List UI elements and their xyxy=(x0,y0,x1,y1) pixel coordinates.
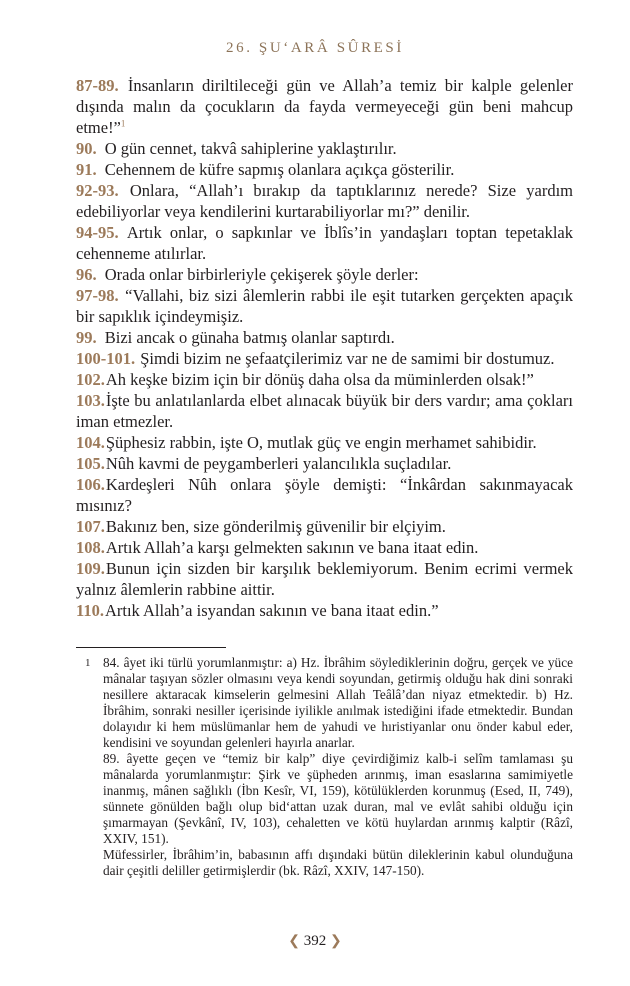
verse-96 xyxy=(76,264,573,285)
verse-number: 92-93. xyxy=(76,181,119,200)
footnote-divider xyxy=(76,647,226,648)
verse-text: Nûh kavmi de peygamberleri yalancılıkla suçladılar. xyxy=(105,454,452,473)
verse-number: 105. xyxy=(76,454,105,473)
verse-text: Artık Allah’a isyandan sakının ve bana itaat edin.” xyxy=(104,601,439,620)
left-ornament-icon: ❮ xyxy=(288,934,300,949)
verse-number: 107. xyxy=(76,517,105,536)
verse-103 xyxy=(76,390,573,432)
verse-99 xyxy=(76,327,573,348)
verse-text: İnsanların diriltileceği gün ve Allah’a temiz bir kalple gelenler dışında malın da çocukların da fayda vermeyeceği gün beni mahcup etme!” xyxy=(76,76,573,137)
verse-97-98 xyxy=(76,285,573,327)
footnote-reference[interactable]: 1 xyxy=(120,118,126,129)
verse-text: Ah keşke bizim için bir dönüş daha olsa da müminlerden olsak!” xyxy=(105,370,534,389)
verse-number: 94-95. xyxy=(76,223,119,242)
verse-number: 97-98. xyxy=(76,286,119,305)
verse-text: Kardeşleri Nûh onlara şöyle demişti: “İnkârdan sakınmayacak mısınız? xyxy=(76,475,573,515)
page-number: 392 xyxy=(303,933,327,949)
verse-number: 102. xyxy=(76,370,105,389)
footnote-paragraph: 89. âyette geçen ve “temiz bir kalp” diye çevirdiğimiz kalb-i selîm tamlaması şu mânalarda yorumlanmıştır: Şirk ve şüpheden arınmış, iman esaslarına samimiyetle inanmış, mânen sağlıklı (İbn Kesîr, VI, 159), kötülüklerden korunmuş (Esed, II, 749), sünnete gönülden bağlı olup bid‘attan uzak duran, mal ve evlât sahibi olduğu için şımarmayan (Şevkânî, IV, 103), cehaletten ve kötü huylardan arınmış kalptir (Râzî, XXIV, 151). xyxy=(103,751,573,846)
verse-number: 100-101. xyxy=(76,349,136,368)
verse-number: 87-89. xyxy=(76,76,119,95)
verse-text: Bizi ancak o günaha batmış olanlar saptırdı. xyxy=(104,328,395,347)
verse-text: Şimdi bizim ne şefaatçilerimiz var ne de samimi bir dostumuz. xyxy=(140,349,555,368)
footnote-paragraph: Müfessirler, İbrâhim’in, babasının affı dışındaki bütün dileklerinin kabul olunduğuna dair çeşitli deliller getirmişlerdir (bk. Râzî, XXIV, 147-150). xyxy=(103,847,573,878)
running-header: 26. ŞU‘ARÂ SÛRESİ xyxy=(226,40,404,56)
footnote-paragraph: 84. âyet iki türlü yorumlanmıştır: a) Hz. İbrâhim söylediklerinin doğru, gerçek ve yüce mânalar taşıyan sözler olmasını veya kendi soyundan, getirmiş olduğu hak dini sonraki nesillere aktaracak kimselerin gelmesini Allah Teâlâ’dan niyaz etmektedir. b) Hz. İbrâhim, sonraki nesiller içerisinde iyilikle anılmak istediğini ifade etmektedir. Bundan dolayıdır ki hem müslümanlar hem de yahudi ve hıristiyanlar onu önder kabul eder, kendisini ve soyundan gelenleri hayırla anarlar. xyxy=(103,655,573,750)
verse-text: Bakınız ben, size gönderilmiş güvenilir bir elçiyim. xyxy=(105,517,446,536)
verse-list xyxy=(76,75,573,621)
verse-number: 109. xyxy=(76,559,105,578)
verse-number: 90. xyxy=(76,139,97,158)
verse-106 xyxy=(76,474,573,516)
verse-104 xyxy=(76,432,573,453)
verse-text: Artık Allah’a karşı gelmekten sakının ve bana itaat edin. xyxy=(105,538,479,557)
verse-number: 106. xyxy=(76,475,105,494)
verse-109 xyxy=(76,558,573,600)
verse-text: O gün cennet, takvâ sahiplerine yaklaştırılır. xyxy=(104,139,397,158)
footnote-mark: 1 xyxy=(85,657,91,669)
footnote-body xyxy=(103,655,573,879)
verse-text: İşte bu anlatılanlarda elbet alınacak büyük bir ders vardır; ama çokları iman etmezler. xyxy=(76,391,573,431)
verse-110 xyxy=(76,600,573,621)
verse-87-89 xyxy=(76,75,573,138)
verse-text: Şüphesiz rabbin, işte O, mutlak güç ve engin merhamet sahibidir. xyxy=(105,433,537,452)
verse-number: 103. xyxy=(76,391,105,410)
footnote-section xyxy=(76,655,573,879)
verse-91 xyxy=(76,159,573,180)
verse-90 xyxy=(76,138,573,159)
verse-94-95 xyxy=(76,222,573,264)
verse-number: 108. xyxy=(76,538,105,557)
verse-text: Orada onlar birbirleriyle çekişerek şöyle derler: xyxy=(104,265,419,284)
verse-92-93 xyxy=(76,180,573,222)
verse-number: 96. xyxy=(76,265,97,284)
verse-105 xyxy=(76,453,573,474)
verse-108 xyxy=(76,537,573,558)
verse-text: Artık onlar, o sapkınlar ve İblîs’in yandaşları toptan tepetaklak cehenneme atılırlar. xyxy=(76,223,573,263)
verse-number: 110. xyxy=(76,601,104,620)
verse-text: Cehennem de küfre sapmış olanlara açıkça gösterilir. xyxy=(104,160,455,179)
verse-number: 91. xyxy=(76,160,97,179)
right-ornament-icon: ❯ xyxy=(330,934,342,949)
page-number-footer xyxy=(0,933,630,950)
verse-100-101 xyxy=(76,348,573,369)
verse-number: 99. xyxy=(76,328,97,347)
verse-text: Bunun için sizden bir karşılık beklemiyorum. Benim ecrimi vermek yalnız âlemlerin rabbine aittir. xyxy=(76,559,573,599)
verse-text: “Vallahi, biz sizi âlemlerin rabbi ile eşit tutarken gerçekten apaçık bir sapıklık içindeymişiz. xyxy=(76,286,573,326)
verse-text: Onlara, “Allah’ı bırakıp da taptıklarınız nerede? Size yardım edebiliyorlar veya kendilerini kurtarabiliyorlar mı?” denilir. xyxy=(76,181,573,221)
verse-number: 104. xyxy=(76,433,105,452)
verse-107 xyxy=(76,516,573,537)
verse-102 xyxy=(76,369,573,390)
